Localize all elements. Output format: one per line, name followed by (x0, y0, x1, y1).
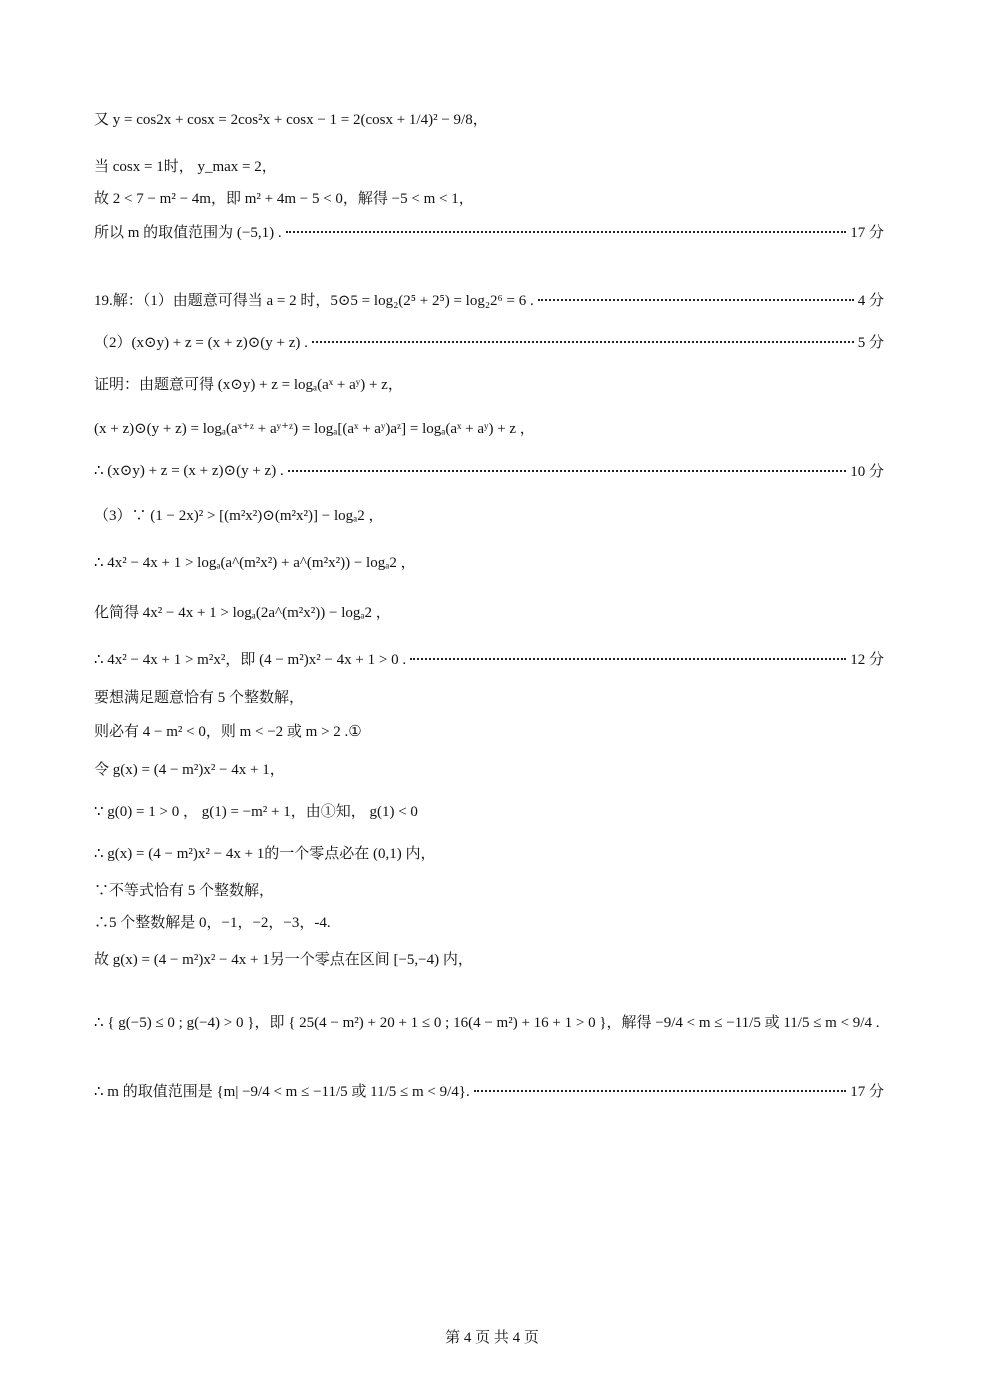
text-line: 要想满足题意恰有 5 个整数解， (94, 689, 305, 706)
leader-dots (312, 339, 854, 343)
text-line: 故 g(x) = (4 − m²)x² − 4x + 1另一个零点在区间 [−5,−4) 内， (94, 951, 473, 968)
text-line: 化简得 4x² − 4x + 1 > logₐ(2a^(m²x²)) − logₐ2 ， (94, 604, 391, 621)
leader-dots (474, 1088, 847, 1092)
leader-dots (286, 229, 847, 233)
score-line: ∴ m 的取值范围是 {m| −9/4 < m ≤ −11/5 或 11/5 ≤ m < 9/4}. 17 分 (94, 1083, 884, 1100)
score-line: 所以 m 的取值范围为 (−5,1) . 17 分 (94, 224, 884, 241)
text-line: ∴ g(x) = (4 − m²)x² − 4x + 1的一个零点必在 (0,1) 内， (94, 845, 436, 862)
text-line: ∵不等式恰有 5 个整数解， (94, 882, 275, 899)
text-line: 当 cosx = 1时， y_max = 2， (94, 158, 277, 175)
page-footer: 第 4 页 共 4 页 (445, 1330, 539, 1346)
leader-dots (288, 468, 847, 472)
text-line: (x + z)⊙(y + z) = logₐ(aˣ⁺ᶻ + aʸ⁺ᶻ) = logₐ[(aˣ + aʸ)aᶻ] = logₐ(aˣ + aʸ) + z ， (94, 420, 535, 437)
text-line: 故 2 < 7 − m² − 4m，即 m² + 4m − 5 < 0，解得 −5 < m < 1， (94, 190, 474, 207)
leader-dots (538, 297, 854, 301)
score-line: ∴ (x⊙y) + z = (x + z)⊙(y + z) . 10 分 (94, 462, 884, 480)
text-line: ∵ g(0) = 1 > 0 ， g(1) = −m² + 1，由①知， g(1) < 0 (94, 803, 418, 820)
text-line: 又 y = cos2x + cosx = 2cos²x + cosx − 1 = 2(cosx + 1/4)² − 9/8， (94, 111, 488, 128)
text-line: 令 g(x) = (4 − m²)x² − 4x + 1， (94, 761, 285, 778)
score-line: （2）(x⊙y) + z = (x + z)⊙(y + z) . 5 分 (94, 334, 884, 351)
text-line: 证明：由题意可得 (x⊙y) + z = logₐ(aˣ + aʸ) + z， (94, 376, 403, 393)
text-line: 则必有 4 − m² < 0，则 m < −2 或 m > 2 .① (94, 723, 362, 740)
text-line: ∴5 个整数解是 0，−1，−2，−3，-4. (94, 914, 331, 931)
score-line: ∴ 4x² − 4x + 1 > m²x²，即 (4 − m²)x² − 4x + 1 > 0 . 12 分 (94, 651, 884, 668)
score-line: 19.解：（1）由题意可得当 a = 2 时，5⊙5 = log₂(2⁵ + 2⁵) = log₂2⁶ = 6 . 4 分 (94, 292, 884, 309)
leader-dots (410, 656, 846, 660)
text-line: ∴ { g(−5) ≤ 0 ; g(−4) > 0 }，即 { 25(4 − m²) + 20 + 1 ≤ 0 ; 16(4 − m²) + 16 + 1 > 0 }，解得 −9/4 < m ≤ −11/5 或 11/5 ≤ m < 9/4 . (94, 1014, 880, 1031)
text-line: （3）∵ (1 − 2x)² > [(m²x²)⊙(m²x²)] − logₐ2 ， (94, 507, 384, 524)
text-line: ∴ 4x² − 4x + 1 > logₐ(a^(m²x²) + a^(m²x²)) − logₐ2 ， (94, 554, 416, 571)
